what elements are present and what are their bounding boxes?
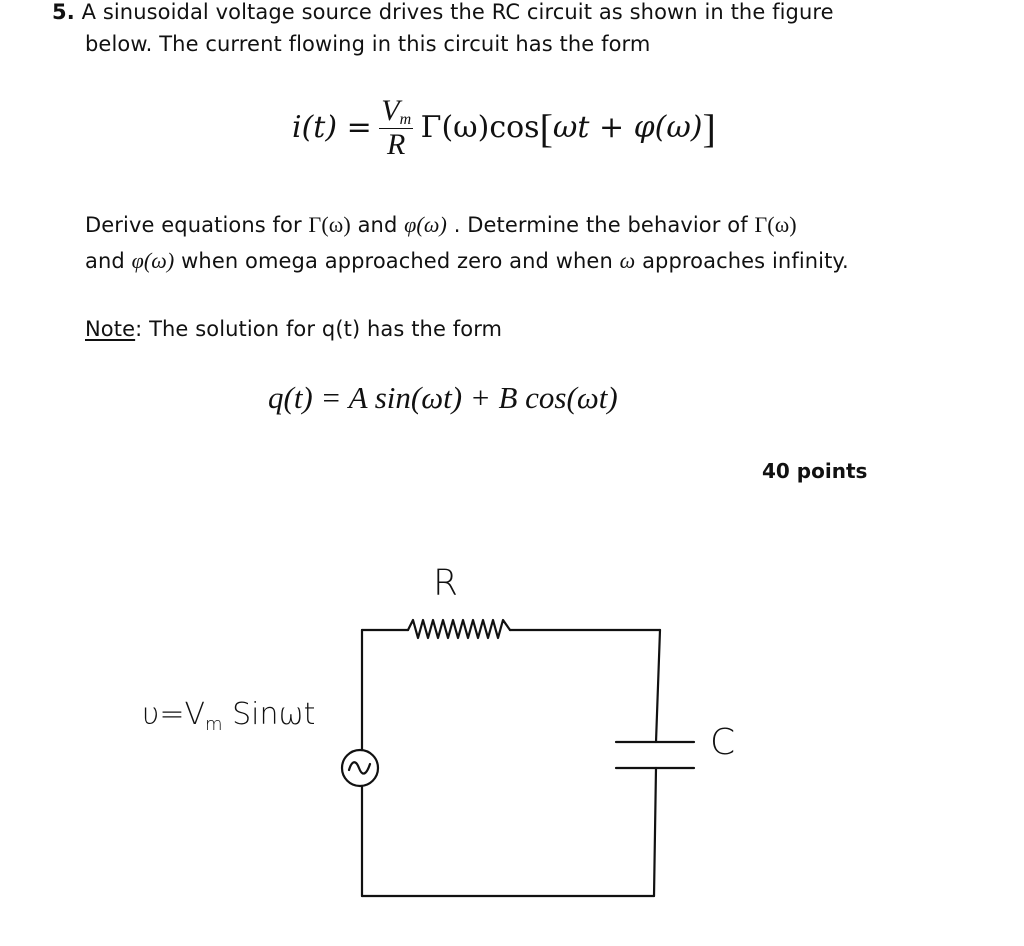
note-text: : The solution for q(t) has the form xyxy=(135,317,503,341)
eq-lhs: i(t) = xyxy=(292,110,372,146)
task-gamma: Γ(ω) xyxy=(308,212,351,237)
task-text-2a: and xyxy=(85,249,125,273)
resistor-icon xyxy=(408,620,510,638)
eq-cos: cos xyxy=(489,110,540,146)
charge-equation: q(t) = A sin(ωt) + B cos(ωt) xyxy=(268,380,618,415)
source-label-eq: = xyxy=(159,697,185,732)
eq-argument: ωt + φ(ω) xyxy=(552,110,703,146)
task-omega: ω xyxy=(619,248,636,273)
eq-bracket-open: [ xyxy=(539,106,553,152)
wire-right-upper xyxy=(656,630,660,742)
resistor-label: R xyxy=(433,563,459,604)
eq-bracket-close: ] xyxy=(702,106,716,152)
frac-numerator-sub: m xyxy=(399,111,412,128)
task-text-1c: . Determine the behavior of xyxy=(453,213,748,237)
source-label-sin: Sinωt xyxy=(232,697,316,732)
task-text-1b: and xyxy=(357,213,398,237)
wire-right-lower xyxy=(654,768,656,896)
problem-number: 5. xyxy=(52,0,75,24)
task-phi-2: φ(ω) xyxy=(131,248,175,273)
source-label-v: υ xyxy=(142,697,160,732)
frac-denominator: R xyxy=(387,128,406,161)
source-label xyxy=(142,697,315,735)
sine-wave-icon xyxy=(349,762,370,773)
task-text-1a: Derive equations for xyxy=(85,213,302,237)
source-label-m: m xyxy=(205,714,223,735)
task-gamma-2: Γ(ω) xyxy=(754,212,797,237)
capacitor-label: C xyxy=(710,722,736,763)
points-label: 40 points xyxy=(762,459,868,483)
frac-numerator: V xyxy=(381,94,400,127)
task-phi: φ(ω) xyxy=(404,212,447,237)
problem-intro-line-2: below. The current flowing in this circuit has the form xyxy=(85,32,651,56)
source-label-V: V xyxy=(184,697,206,732)
note-label: Note xyxy=(85,317,136,341)
eq-gamma: Γ(ω) xyxy=(420,110,490,146)
intro-text-1: A sinusoidal voltage source drives the RC circuit as shown in the figure xyxy=(81,0,834,24)
task-text-2b: when omega approached zero and when xyxy=(181,249,613,273)
task-text-2c: approaches infinity. xyxy=(642,249,849,273)
